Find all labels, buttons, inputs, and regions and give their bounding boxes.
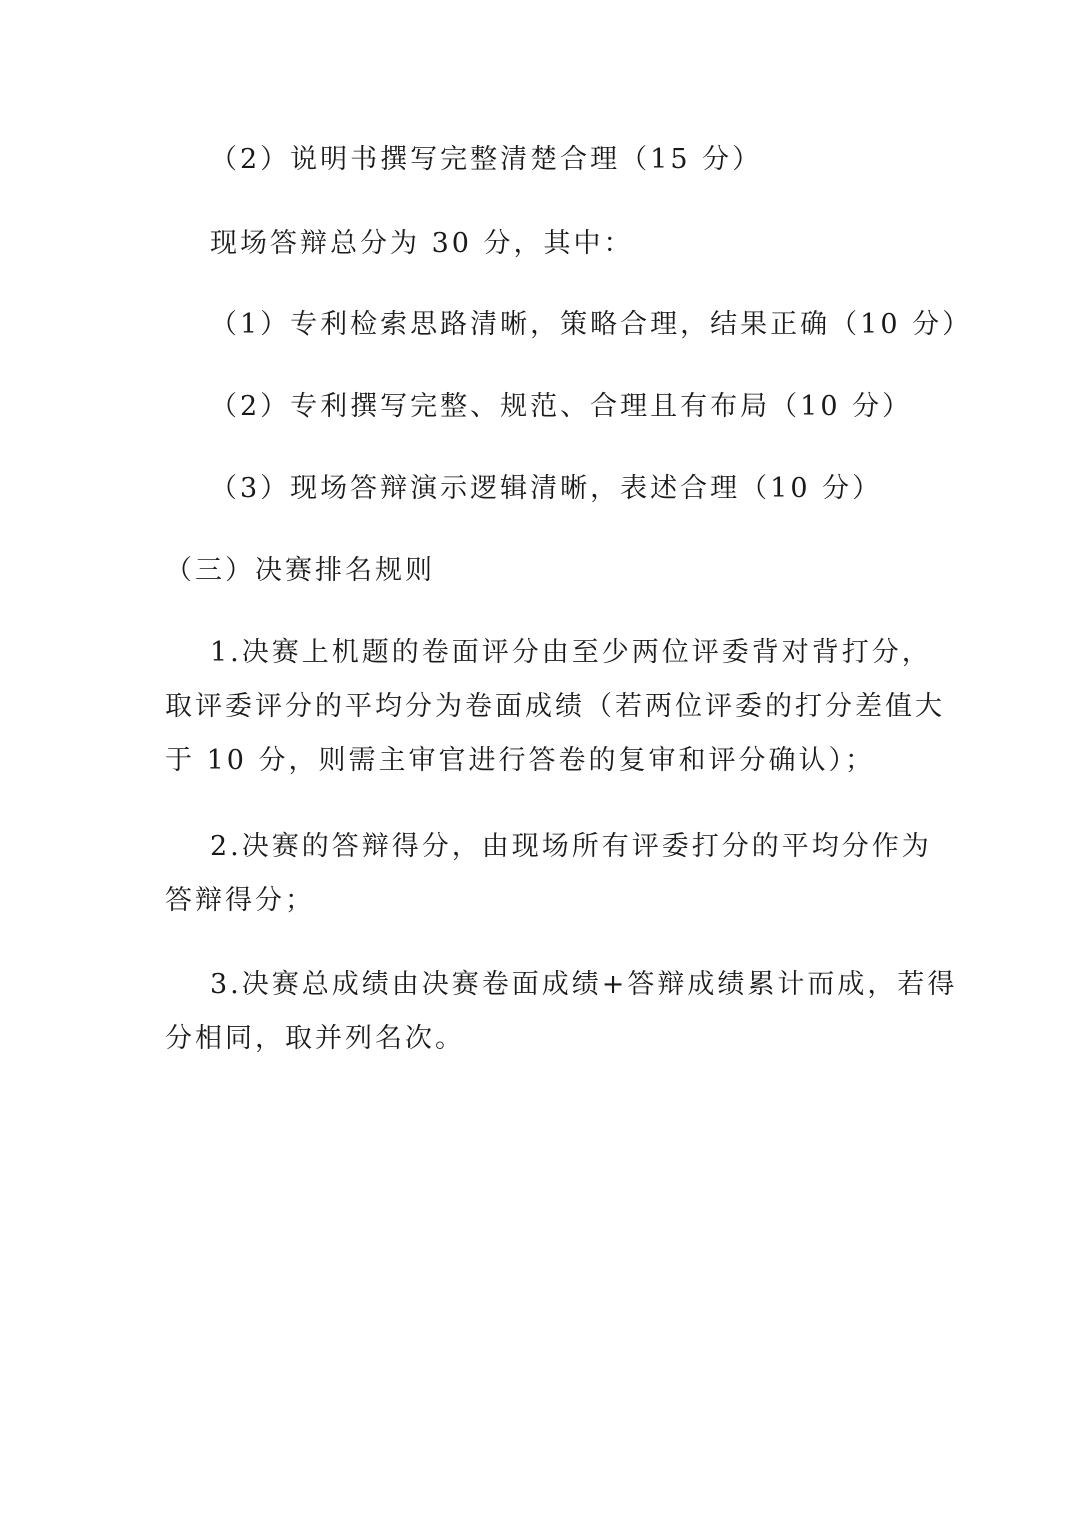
rule-1-line-2: 取评委评分的平均分为卷面成绩（若两位评委的打分差值大 (165, 691, 945, 722)
defense-item-3-presentation: （3）现场答辩演示逻辑清晰，表述合理（10 分） (210, 473, 883, 504)
rule-2-line-2: 答辩得分； (165, 885, 315, 916)
rule-3-paragraph (165, 967, 958, 1057)
rule-3-line-1: 3.决赛总成绩由决赛卷面成绩+答辩成绩累计而成，若得 (210, 969, 958, 1000)
rule-1-paragraph (165, 635, 945, 779)
rule-3-line-2: 分相同，取并列名次。 (165, 1023, 465, 1054)
rule-1-line-3: 于 10 分，则需主审官进行答卷的复审和评分确认）； (165, 745, 876, 776)
rule-2-line-1: 2.决赛的答辩得分，由现场所有评委打分的平均分作为 (210, 831, 932, 862)
section-heading-final-ranking-rules: （三）决赛排名规则 (165, 555, 435, 586)
defense-item-2-drafting: （2）专利撰写完整、规范、合理且有布局（10 分） (210, 391, 913, 422)
defense-item-1-retrieval: （1）专利检索思路清晰，策略合理，结果正确（10 分） (210, 309, 973, 340)
rule-2-paragraph (165, 829, 932, 919)
scoring-item-2-specification: （2）说明书撰写完整清楚合理（15 分） (210, 144, 763, 175)
defense-total-score-line: 现场答辩总分为 30 分，其中： (210, 228, 634, 259)
rule-1-line-1: 1.决赛上机题的卷面评分由至少两位评委背对背打分， (210, 637, 932, 668)
